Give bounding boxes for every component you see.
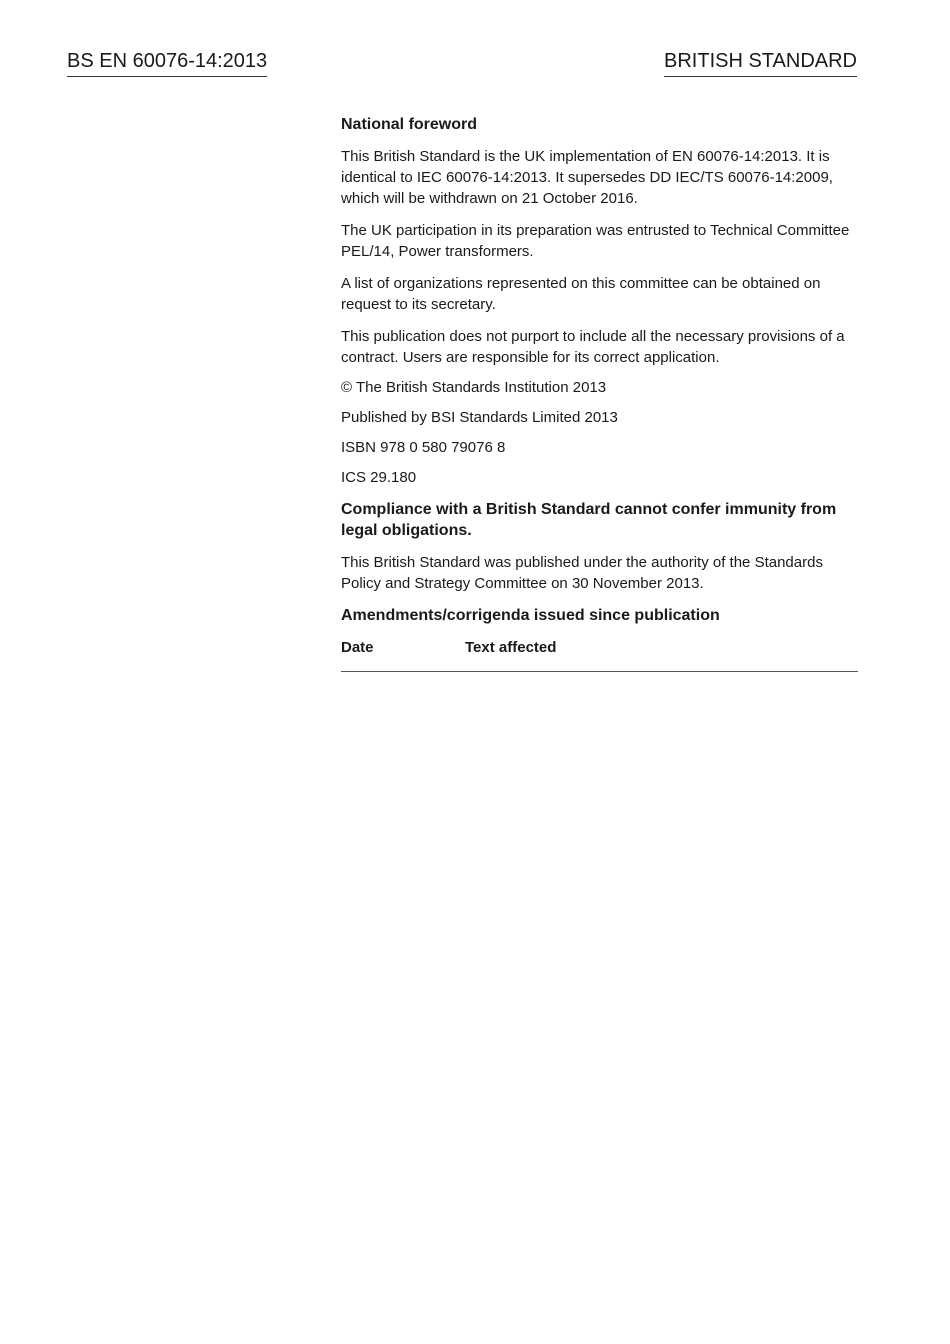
national-foreword-section (341, 114, 858, 672)
foreword-paragraph-provisions: This publication does not purport to include all the necessary provisions of a contract. Users are responsible for its correct application. (341, 328, 845, 366)
amendments-column-text-affected: Text affected (465, 639, 557, 656)
ics-line: ICS 29.180 (341, 469, 417, 486)
isbn-line: ISBN 978 0 580 79076 8 (341, 439, 506, 456)
amendments-column-date: Date (341, 639, 374, 656)
publisher-line: Published by BSI Standards Limited 2013 (341, 409, 618, 426)
copyright-line: © The British Standards Institution 2013 (341, 379, 607, 396)
foreword-paragraph-organizations: A list of organizations represented on this committee can be obtained on request to its secretary. (341, 275, 821, 313)
standard-type-header: BRITISH STANDARD (664, 49, 857, 77)
amendments-table-header (341, 637, 858, 672)
compliance-statement: Compliance with a British Standard cannot confer immunity from legal obligations. (341, 501, 837, 539)
amendments-title: Amendments/corrigenda issued since publication (341, 607, 720, 624)
foreword-title: National foreword (341, 116, 478, 133)
foreword-paragraph-implementation: This British Standard is the UK implementation of EN 60076-14:2013. It is identical to IEC 60076-14:2013. It supersedes DD IEC/TS 60076-14:2009, which will be withdrawn on 21 October 2016. (341, 148, 833, 207)
foreword-paragraph-committee: The UK participation in its preparation was entrusted to Technical Committee PEL/14, Power transformers. (341, 222, 850, 260)
document-number-header: BS EN 60076-14:2013 (67, 49, 267, 77)
authority-statement: This British Standard was published under the authority of the Standards Policy and Strategy Committee on 30 November 2013. (341, 554, 823, 592)
